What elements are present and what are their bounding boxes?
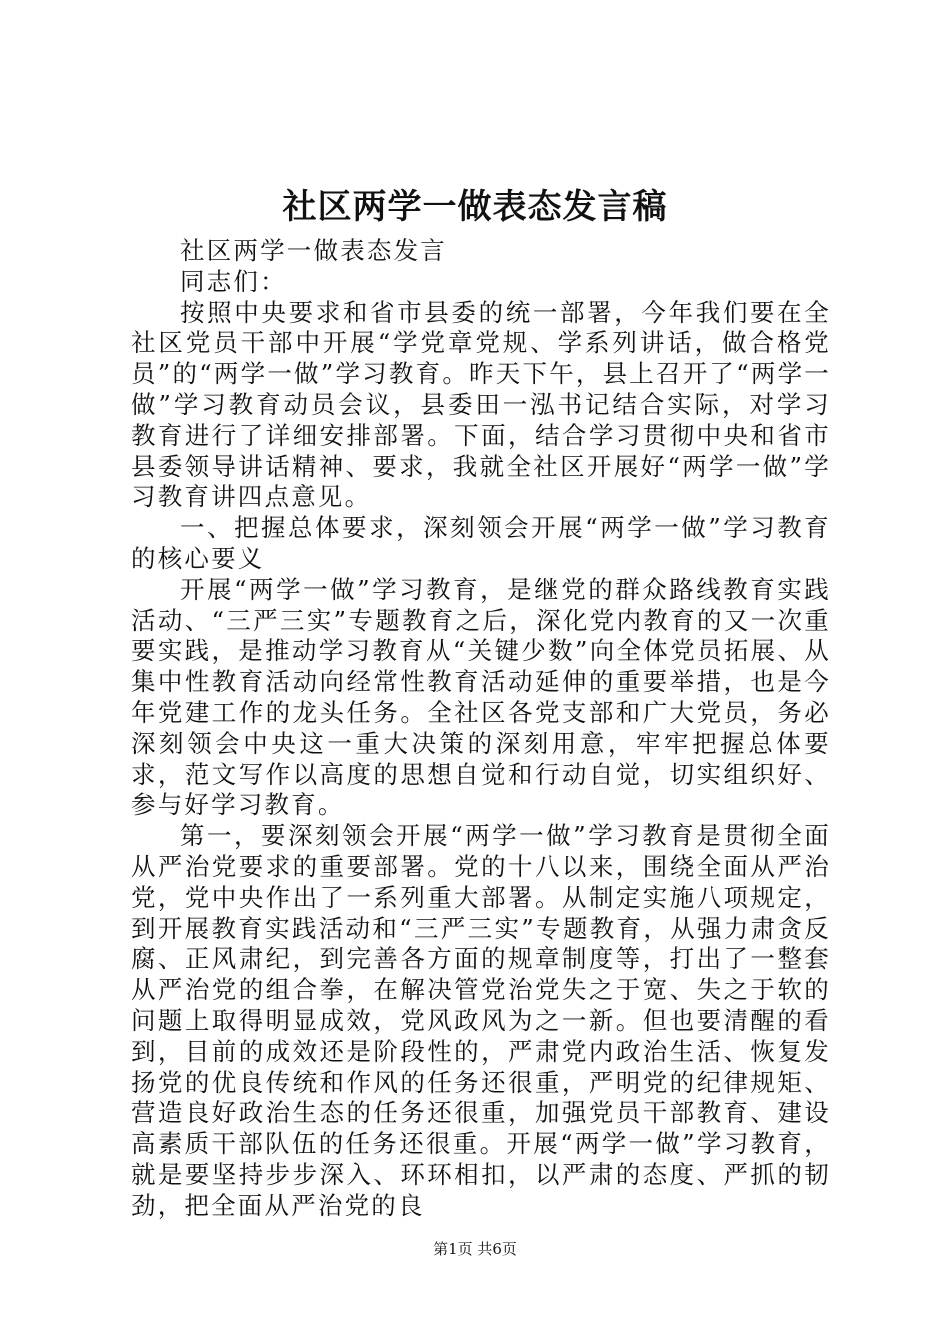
document-title: 社区两学一做表态发言稿: [282, 187, 668, 227]
paragraph-salutation: 同志们：: [180, 266, 287, 296]
document-body: [131, 236, 831, 1222]
paragraph-section-heading: 一、把握总体要求，深刻领会开展“两学一做”学习教育的核心要义: [131, 513, 831, 573]
paragraph-body: 第一，要深刻领会开展“两学一做”学习教育是贯彻全面从严治党要求的重要部署。党的十八以来，围绕全面从严治党，党中央作出了一系列重大部署。从制定实施八项规定，到开展教育实践活动和“三严三实”专题教育，从强力肃贪反腐、正风肃纪，到完善各方面的规章制度等，打出了一整套从严治党的组合拳，在解决管党治党失之于宽、失之于软的问题上取得明显成效，党风政风为之一新。但也要清醒的看到，目前的成效还是阶段性的，严肃党内政治生活、恢复发扬党的优良传统和作风的任务还很重，严明党的纪律规矩、营造良好政治生态的任务还很重，加强党员干部教育、建设高素质干部队伍的任务还很重。开展“两学一做”学习教育，就是要坚持步步深入、环环相扣，以严肃的态度、严抓的韧劲，把全面从严治党的良: [131, 821, 831, 1220]
page-number-footer: 第1页 共6页: [433, 1240, 517, 1258]
paragraph-subtitle: 社区两学一做表态发言: [180, 236, 447, 265]
paragraph-intro: 按照中央要求和省市县委的统一部署，今年我们要在全社区党员干部中开展“学党章党规、学系列讲话，做合格党员”的“两学一做”学习教育。昨天下午，县上召开了“两学一做”学习教育动员会议，县委田一泓书记结合实际，对学习教育进行了详细安排部署。下面，结合学习贯彻中央和省市县委领导讲话精神、要求，我就全社区开展好“两学一做”学习教育讲四点意见。: [131, 297, 831, 512]
paragraph-body: 开展“两学一做”学习教育，是继党的群众路线教育实践活动、“三严三实”专题教育之后，深化党内教育的又一次重要实践，是推动学习教育从“关键少数”向全体党员拓展、从集中性教育活动向经常性教育活动延伸的重要举措，也是今年党建工作的龙头任务。全社区各党支部和广大党员，务必深刻领会中央这一重大决策的深刻用意，牢牢把握总体要求，范文写作以高度的思想自觉和行动自觉，切实组织好、参与好学习教育。: [131, 574, 831, 820]
